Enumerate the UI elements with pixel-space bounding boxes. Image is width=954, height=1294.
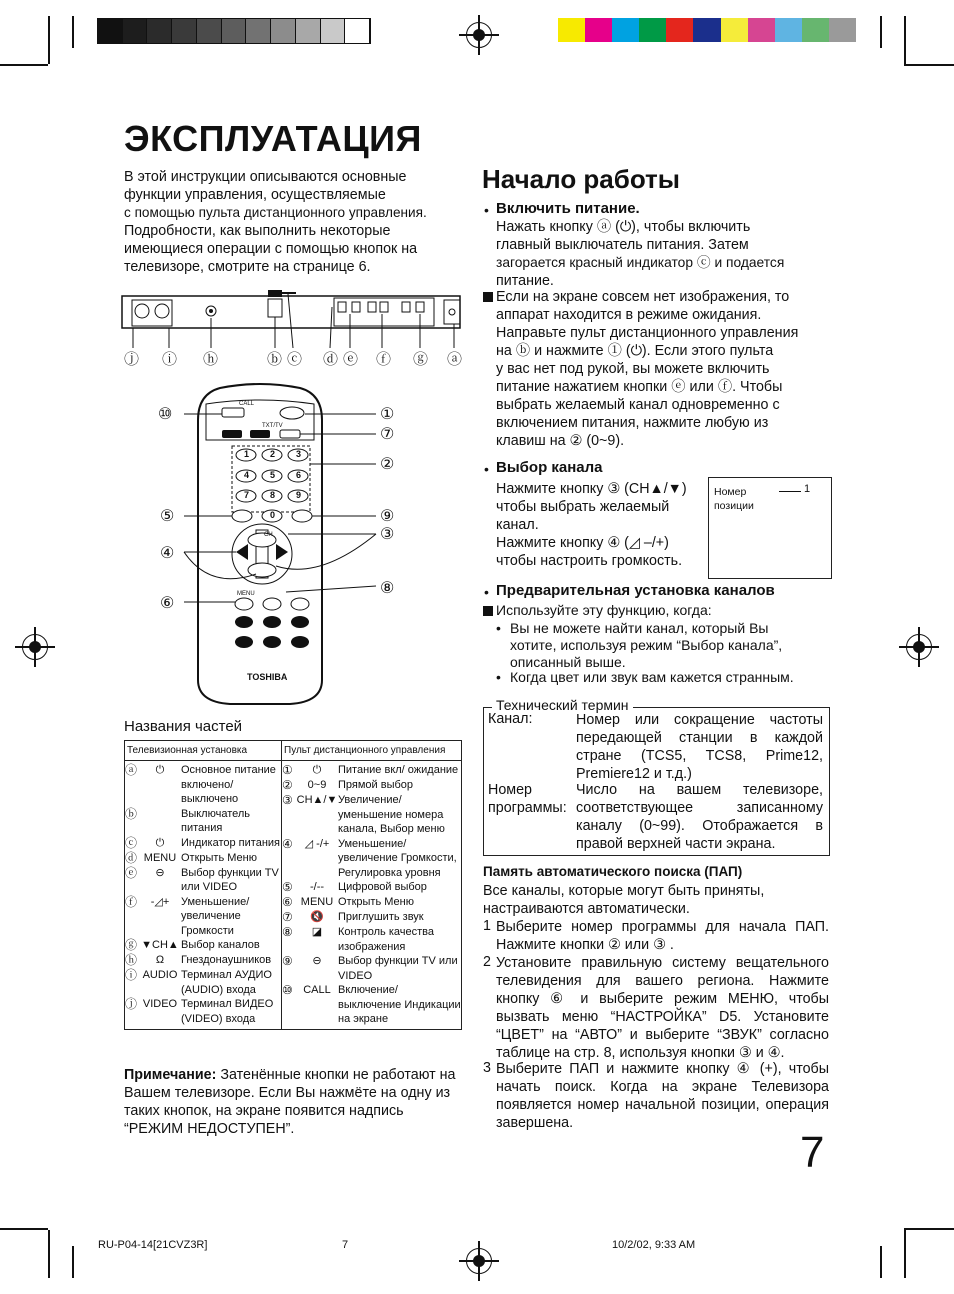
parts-key: ⓒ: [125, 835, 138, 850]
intro-line: имеющиеся операции с помощью кнопок на: [124, 241, 418, 257]
note-label: Примечание:: [124, 1067, 217, 1083]
parts-desc: Основное питание включено/ выключено: [181, 764, 276, 805]
tv-screen-label: Номер позиции: [714, 486, 754, 512]
channel-text: [496, 480, 701, 570]
footer-mid: 7: [342, 1239, 349, 1251]
remote-digit-label: 7: [244, 490, 250, 500]
standby-line: у вас нет под рукой, вы можете включить: [496, 361, 770, 377]
grey-swatch: [172, 19, 197, 43]
grey-swatch: [222, 19, 247, 43]
parts-row: [282, 763, 461, 778]
standby-line: питание нажатием кнопки ⓔ или ⓕ. Чтобы: [496, 379, 783, 395]
parts-row: [125, 895, 281, 939]
parts-key: ⓖ: [125, 938, 138, 952]
power-heading: Включить питание.: [496, 200, 640, 217]
power-line: Нажать кнопку ⓐ (⏻), чтобы включить: [496, 219, 751, 235]
standby-line: Направьте пульт дистанционного управления: [496, 325, 799, 341]
power-line: питание.: [496, 273, 554, 289]
parts-desc: Увеличение/ уменьшение номера канала, Выбор меню: [338, 794, 445, 835]
arrow-right-icon: [779, 491, 801, 492]
parts-symbol: VIDEO: [142, 998, 178, 1010]
crop-mark: [904, 64, 954, 66]
parts-symbol: ⊖: [312, 955, 322, 967]
term1-value: Номер или сокращение частоты передающей станции в каждой стране (TCS5, TCS8, Prime12, Premiere12 и т.д.): [576, 712, 823, 782]
remote-digit-label: 1: [244, 449, 250, 459]
step-text: Установите правильную систему вещательного телевидения для вашего региона. Нажмите кнопку ⑥ и выберите режим МЕНЮ, чтобы вызвать меню “НАСТРОЙКА” D5. Установите “ЦВЕТ” на “АВТО” и выберите “ЗВУК” согласно таблице на стр. 8, используя кнопки ③ и ④.: [496, 955, 829, 1061]
term-box-title: Технический термин: [492, 697, 633, 713]
parts-desc: Выбор каналов: [181, 939, 260, 951]
parts-key: ⓑ: [125, 806, 138, 821]
color-swatch: [775, 18, 802, 42]
grey-swatch: [197, 19, 222, 43]
remote-callout-3: ③: [380, 526, 395, 543]
registration-mark-icon: [22, 634, 48, 660]
crop-mark: [48, 16, 50, 64]
parts-row: [282, 778, 461, 793]
channel-line: чтобы выбрать желаемый: [496, 499, 670, 515]
crop-mark: [48, 1230, 50, 1278]
color-swatch: [585, 18, 612, 42]
parts-symbol: ⏻: [155, 836, 165, 849]
parts-desc: Выбор функции TV или VIDEO: [338, 955, 458, 982]
color-swatch: [748, 18, 775, 42]
standby-line: на ⓑ и нажмите ① (⏻). Если этого пульта: [496, 343, 774, 359]
parts-key: ⑧: [282, 925, 293, 939]
channel-line: чтобы настроить громкость.: [496, 553, 683, 569]
parts-tv-col: [125, 761, 282, 1030]
parts-desc: Выбор функции TV или VIDEO: [181, 866, 279, 893]
color-swatch: [639, 18, 666, 42]
preset-use: Используйте эту функцию, когда:: [496, 602, 712, 618]
color-calibration-bar: [558, 18, 856, 42]
grey-swatch: [345, 19, 370, 43]
tv-panel-label-d: ⓓ: [323, 351, 339, 368]
crop-mark: [904, 16, 906, 64]
parts-row: [282, 925, 461, 954]
parts-symbol: -/--: [309, 881, 325, 893]
grey-swatch: [147, 19, 172, 43]
term1-key: Канал:: [488, 711, 533, 727]
parts-key: ⑩: [282, 983, 293, 997]
remote-menu-label: MENU: [237, 591, 255, 597]
parts-head-tv: Телевизионная установка: [125, 741, 282, 761]
parts-symbol: [139, 807, 181, 836]
preset-bullet-1: Вы не можете найти канал, который Вы хотите, используя режим “Выбор канала”, описанный выше.: [510, 620, 783, 670]
standby-text: [496, 288, 829, 450]
color-swatch: [721, 18, 748, 42]
intro-line: с помощью пульта дистанционного управления.: [124, 205, 427, 220]
parts-key: ⓓ: [125, 850, 138, 865]
remote-digit-label: 5: [270, 470, 276, 480]
parts-row: [282, 983, 461, 1027]
parts-symbol: MENU: [143, 851, 177, 864]
remote-callout-7: ⑦: [380, 426, 395, 443]
remote-callout-8: ⑧: [380, 580, 395, 597]
grey-swatch: [123, 19, 148, 43]
grey-swatch: [246, 19, 271, 43]
note-text: Затенённые кнопки не работают на Вашем телевизоре. Если Вы нажмёте на одну из таких кнопок, на экране появится надпись “РЕЖИМ НЕДОСТУПЕН”.: [124, 1067, 456, 1137]
parts-symbol: CH▲/▼: [296, 794, 338, 806]
remote-callout-10: ⑩: [158, 406, 173, 423]
parts-row: [282, 954, 461, 983]
standby-line: клавиш на ② (0~9).: [496, 433, 625, 449]
parts-row: [125, 851, 281, 866]
channel-line: Нажмите кнопку ④ (◿ –/+): [496, 535, 669, 551]
crop-mark: [880, 16, 882, 48]
standby-line: аппарат находится в режиме ожидания.: [496, 307, 762, 323]
power-text: [496, 218, 829, 290]
crop-mark: [904, 1228, 954, 1230]
parts-desc: Питание вкл/ ожидание: [338, 764, 459, 776]
square-bullet-icon: [483, 606, 493, 616]
tv-screen-illustration: [708, 477, 832, 579]
parts-desc: Выключатель питания: [181, 807, 251, 834]
tv-panel-label-g: ⓖ: [413, 351, 429, 368]
parts-row: [125, 763, 281, 807]
grey-swatch: [321, 19, 346, 43]
parts-row: [282, 910, 461, 925]
parts-symbol: CALL: [303, 984, 331, 996]
bullet-dot: •: [484, 584, 489, 600]
color-swatch: [612, 18, 639, 42]
parts-remote-col: [282, 761, 462, 1030]
standby-line: выбрать желаемый канал одновременно с: [496, 397, 780, 413]
parts-row: [125, 866, 281, 895]
parts-key: ⓘ: [125, 968, 138, 982]
tv-panel-label-j: ⓙ: [124, 351, 140, 368]
grey-swatch: [296, 19, 321, 43]
parts-desc: Терминал АУДИО (AUDIO) входа: [181, 969, 272, 996]
parts-row: [125, 953, 281, 968]
color-swatch: [829, 18, 856, 42]
crop-mark: [0, 1228, 48, 1230]
color-swatch: [558, 18, 585, 42]
preset-bullet-2: Когда цвет или звук вам кажется странным.: [510, 669, 794, 685]
power-line: главный выключатель питания. Затем: [496, 237, 749, 253]
section-title-start: Начало работы: [482, 164, 680, 194]
step-text: Выберите номер программы для начала ПАП. Нажмите кнопки ② или ③ .: [496, 919, 829, 953]
parts-symbol: ⊖: [155, 866, 165, 879]
parts-head-remote: Пульт дистанционного управления: [282, 741, 462, 761]
parts-row: [125, 997, 281, 1026]
parts-key: ⑥: [282, 895, 293, 909]
registration-mark-icon: [906, 634, 932, 660]
remote-control-diagram: [150, 380, 410, 710]
footer-left: RU-P04-14[21CVZ3R]: [98, 1239, 208, 1251]
parts-desc: Индикатор питания: [181, 836, 280, 849]
parts-key: ⓐ: [125, 763, 138, 777]
tv-panel-label-c: ⓒ: [287, 351, 303, 368]
parts-desc: Прямой выбор: [338, 779, 414, 791]
tv-panel-label-i: ⓘ: [162, 351, 178, 368]
parts-symbol: MENU: [300, 896, 334, 908]
parts-key: ⑦: [282, 910, 293, 924]
registration-mark-icon: [466, 22, 492, 48]
parts-row: [125, 807, 281, 836]
remote-txt-label: TXT/TV: [262, 423, 283, 429]
parts-table: [124, 740, 462, 1030]
registration-mark-icon: [466, 1248, 492, 1274]
standby-line: Если на экране совсем нет изображения, то: [496, 289, 790, 305]
intro-line: телевизоре, смотрите на странице 6.: [124, 259, 371, 275]
tv-panel-label-a: ⓐ: [447, 351, 463, 368]
remote-callout-1: ①: [380, 406, 395, 423]
parts-key: ④: [282, 836, 293, 851]
bullet-dot: •: [484, 461, 489, 477]
parts-caption: Названия частей: [124, 718, 243, 735]
parts-key: ⑨: [282, 954, 293, 968]
remote-ch-label: CH: [264, 532, 273, 538]
bullet-dot: •: [484, 202, 489, 218]
page-title: ЭКСПЛУАТАЦИЯ: [124, 118, 422, 159]
crop-mark: [72, 16, 74, 48]
parts-symbol: ⏻: [155, 764, 165, 776]
parts-key: ⓕ: [125, 894, 138, 909]
preset-heading: Предварительная установка каналов: [496, 582, 775, 599]
remote-digit-label: 2: [270, 449, 276, 459]
square-bullet-icon: [483, 292, 493, 302]
parts-desc: Уменьшение/ увеличение Громкости: [181, 895, 250, 937]
remote-digit-label: 8: [270, 490, 276, 500]
remote-callout-6: ⑥: [160, 595, 175, 612]
parts-row: [282, 895, 461, 910]
step-number: 3: [483, 1060, 491, 1076]
grey-scale-bar: [97, 18, 371, 44]
remote-digit-label: 3: [296, 449, 302, 459]
color-swatch: [802, 18, 829, 42]
parts-symbol: ◿ -/+: [304, 837, 330, 850]
power-line: загорается красный индикатор ⓒ и подается: [496, 255, 785, 270]
intro-text: [124, 168, 460, 276]
auto-search-intro: Все каналы, которые могут быть приняты, настраиваются автоматически.: [483, 883, 765, 917]
parts-desc: Контроль качества изображения: [338, 926, 434, 953]
parts-key: ③: [282, 793, 293, 807]
page-number: 7: [800, 1128, 825, 1177]
color-swatch: [666, 18, 693, 42]
parts-key: ②: [282, 778, 293, 792]
color-swatch: [693, 18, 720, 42]
term2-value: Число на вашем телевизоре, соответствующее записанному каналу (0~99). Отображается в правой верхней части экрана.: [576, 782, 823, 852]
parts-key: ⓗ: [125, 953, 138, 967]
step-text: Выберите ПАП и нажмите кнопку ④ (+), чтобы начать поиск. Когда на экране Телевизора появляется номер начальной позиции, операция завершена.: [496, 1061, 829, 1131]
crop-mark: [880, 1246, 882, 1278]
intro-line: Подробности, как выполнить некоторые: [124, 223, 391, 239]
remote-digit-label: 6: [296, 470, 302, 480]
remote-callout-4: ④: [160, 545, 175, 562]
parts-key: ⓔ: [125, 865, 138, 880]
remote-digit-label: 0: [270, 510, 276, 520]
parts-desc: Гнездонаушников: [181, 954, 272, 966]
step-number: 1: [483, 918, 491, 934]
remote-callout-5: ⑤: [160, 508, 175, 525]
parts-symbol: -◿+: [150, 895, 170, 908]
parts-key: ⑤: [282, 880, 293, 894]
crop-mark: [72, 1246, 74, 1278]
footer-right: 10/2/02, 9:33 AM: [612, 1239, 696, 1251]
intro-line: функции управления, осуществляемые: [124, 187, 386, 203]
parts-key: ①: [282, 763, 293, 777]
parts-desc: Терминал ВИДЕО (VIDEO) входа: [181, 998, 274, 1025]
parts-key: ⓙ: [125, 997, 138, 1011]
parts-row: [125, 938, 281, 953]
channel-line: канал.: [496, 517, 539, 533]
remote-call-label: CALL: [239, 401, 255, 407]
standby-line: включением питания, нажмите любую из: [496, 415, 769, 431]
tv-panel-label-h: ⓗ: [203, 351, 219, 368]
parts-symbol: ▼CH▲: [141, 939, 179, 951]
tv-panel-label-f: ⓕ: [376, 351, 392, 368]
grey-swatch: [271, 19, 296, 43]
tv-panel-label-b: ⓑ: [267, 351, 283, 368]
channel-line: Нажмите кнопку ③ (CH▲/▼): [496, 481, 687, 497]
parts-desc: Открыть Меню: [338, 896, 414, 908]
step-number: 2: [483, 954, 491, 970]
crop-mark: [904, 1230, 906, 1278]
remote-digit-label: 4: [244, 470, 250, 480]
parts-row: [125, 836, 281, 851]
parts-symbol: Ω: [155, 954, 165, 966]
term2-key: Номер программы:: [488, 782, 567, 816]
parts-row: [282, 880, 461, 895]
parts-row: [125, 968, 281, 997]
crop-mark: [0, 64, 48, 66]
parts-desc: Открыть Меню: [181, 851, 257, 864]
parts-desc: Включение/ выключение Индикации на экране: [338, 984, 461, 1025]
bullet-dot: •: [496, 620, 501, 636]
parts-row: [282, 793, 461, 837]
parts-symbol: AUDIO: [142, 969, 178, 981]
parts-row: [282, 837, 461, 881]
channel-heading: Выбор канала: [496, 459, 603, 476]
grey-swatch: [98, 19, 123, 43]
tv-panel-label-e: ⓔ: [343, 351, 359, 368]
parts-symbol: 🔇: [310, 911, 324, 923]
auto-search-heading: Память автоматического поиска (ПАП): [483, 864, 743, 879]
technical-term-box: [483, 697, 830, 856]
remote-callout-2: ②: [380, 456, 395, 473]
parts-desc: Цифровой выбор: [338, 881, 427, 893]
intro-line: В этой инструкции описываются основные: [124, 169, 407, 185]
remote-digit-label: 9: [296, 490, 302, 500]
parts-desc: Приглушить звук: [338, 911, 424, 923]
parts-symbol: ◪: [311, 926, 323, 938]
parts-desc: Уменьшение/ увеличение Громкости, Регулировка уровня: [338, 837, 457, 879]
parts-note: [124, 1066, 462, 1138]
tv-screen-value: 1: [804, 483, 811, 495]
remote-brand-logo: TOSHIBA: [247, 672, 288, 682]
parts-symbol: 0~9: [307, 779, 327, 791]
parts-symbol: ⏻: [312, 764, 322, 776]
bullet-dot: •: [496, 669, 501, 685]
remote-callout-9: ⑨: [380, 508, 395, 525]
